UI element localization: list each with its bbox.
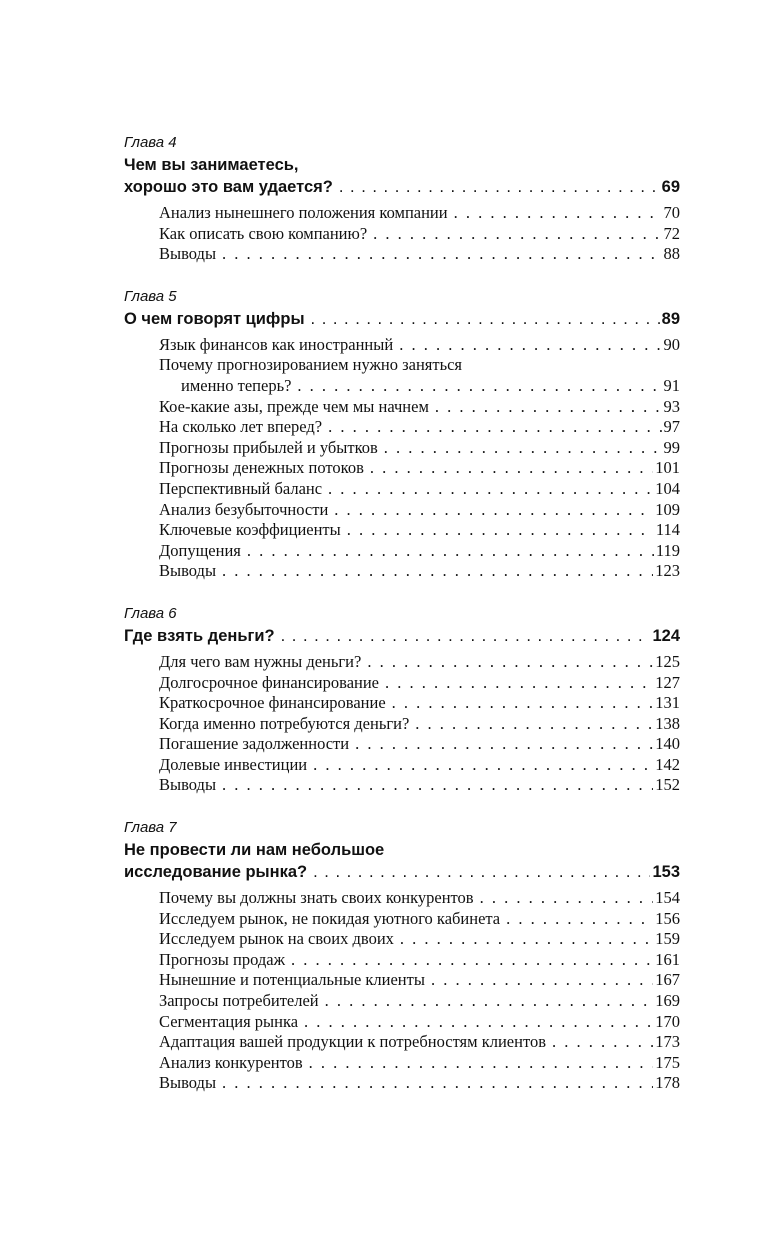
entry-page-number: 72 <box>663 223 680 243</box>
entry-title: Как описать свою компанию? <box>159 223 368 243</box>
toc-entry[interactable] <box>159 500 680 521</box>
chapter-page-number: 89 <box>661 309 680 328</box>
entry-row <box>159 541 680 562</box>
entry-row <box>159 438 680 459</box>
entry-page-number: 101 <box>655 458 680 478</box>
entry-row <box>159 458 680 479</box>
entry-title: Кое-какие азы, прежде чем мы начнем <box>159 396 429 416</box>
entry-title: Анализ конкурентов <box>159 1052 303 1072</box>
toc-entry[interactable] <box>159 970 680 991</box>
chapter-label: Глава 7 <box>124 819 177 837</box>
chapter-title[interactable] <box>124 625 680 647</box>
dot-leader <box>384 438 662 459</box>
toc-entry[interactable] <box>159 355 680 396</box>
entry-list <box>159 652 680 796</box>
entry-row <box>159 244 680 265</box>
entry-title: Адаптация вашей продукции к потребностям клиентов <box>159 1032 546 1052</box>
chapter-title-text: Где взять деньги? <box>124 626 275 645</box>
chapter-section <box>124 132 680 265</box>
entry-row <box>159 335 680 356</box>
toc-entry[interactable] <box>159 950 680 971</box>
entry-title: Краткосрочное финансирование <box>159 693 386 713</box>
toc-entry[interactable] <box>159 479 680 500</box>
entry-title: Анализ нынешнего положения компании <box>159 203 448 222</box>
chapter-title-text: хорошо это вам удается? <box>124 178 333 196</box>
dot-leader <box>328 479 653 500</box>
dot-leader <box>222 775 653 796</box>
entry-row <box>159 929 680 950</box>
entry-title: Прогнозы продаж <box>159 949 285 969</box>
chapter-section <box>124 817 680 1094</box>
chapter-label: Глава 6 <box>124 604 177 622</box>
entry-row <box>159 714 680 735</box>
entry-row <box>159 734 680 755</box>
entry-page-number: 175 <box>655 1052 680 1072</box>
entry-page-number: 159 <box>655 929 680 949</box>
entry-row <box>159 1032 680 1053</box>
chapter-title-text: О чем говорят цифры <box>124 309 305 328</box>
entry-title: именно теперь? <box>181 375 292 395</box>
entry-title: Запросы потребителей <box>159 991 319 1011</box>
entry-page-number: 173 <box>655 1032 680 1052</box>
toc-entry[interactable] <box>159 438 680 459</box>
entry-row <box>159 693 680 714</box>
chapter-label: Глава 4 <box>124 134 177 151</box>
dot-leader <box>480 888 654 909</box>
entry-page-number: 88 <box>663 244 680 264</box>
chapter-title-row <box>124 861 680 883</box>
entry-row <box>159 417 680 438</box>
dot-leader <box>373 224 661 245</box>
entry-row <box>159 950 680 971</box>
dot-leader <box>297 376 661 397</box>
entry-title: Перспективный баланс <box>159 478 323 498</box>
entry-row <box>159 652 680 673</box>
entry-page-number: 125 <box>655 651 680 671</box>
dot-leader <box>313 755 653 776</box>
dot-leader <box>400 929 653 950</box>
entry-row <box>159 1053 680 1074</box>
chapter-title[interactable] <box>124 154 680 198</box>
dot-leader <box>506 909 653 930</box>
toc-entry[interactable] <box>159 458 680 479</box>
entry-title: Для чего вам нужны деньги? <box>159 651 362 671</box>
toc-entry[interactable] <box>159 714 680 735</box>
entry-row <box>159 397 680 418</box>
entry-page-number: 170 <box>655 1011 680 1031</box>
entry-row <box>159 500 680 521</box>
chapter-section <box>124 603 680 796</box>
entry-page-number: 93 <box>663 396 680 416</box>
chapter-title[interactable] <box>124 839 680 883</box>
entry-row <box>159 970 680 991</box>
entry-list <box>159 203 680 265</box>
entry-title: Допущения <box>159 540 241 560</box>
chapter-title[interactable] <box>124 308 680 330</box>
entry-page-number: 114 <box>655 520 680 540</box>
entry-row <box>159 888 680 909</box>
entry-row <box>159 376 680 397</box>
entry-page-number: 104 <box>655 478 680 498</box>
chapter-section <box>124 286 680 582</box>
entry-title: Выводы <box>159 244 217 264</box>
entry-title-line: Почему прогнозированием нужно заняться <box>159 355 463 375</box>
entry-page-number: 161 <box>655 949 680 969</box>
entry-row <box>159 520 680 541</box>
entry-row <box>159 991 680 1012</box>
dot-leader <box>222 561 653 582</box>
entry-title: Долгосрочное финансирование <box>159 672 380 692</box>
chapter-label: Глава 5 <box>124 287 177 305</box>
entry-title: Выводы <box>159 1073 217 1093</box>
toc-entry[interactable] <box>159 541 680 562</box>
entry-title: Когда именно потребуются деньги? <box>159 713 410 733</box>
dot-leader <box>334 500 653 521</box>
chapter-title-text: исследование рынка? <box>124 863 308 882</box>
dot-leader <box>247 541 654 562</box>
dot-leader <box>313 861 650 883</box>
entry-page-number: 127 <box>655 672 680 692</box>
dot-leader <box>435 397 662 418</box>
entry-title: Долевые инвестиции <box>159 754 308 774</box>
entry-title: Погашение задолженности <box>159 734 350 754</box>
entry-title: Исследуем рынок на своих двоих <box>159 929 394 949</box>
toc-entry[interactable] <box>159 397 680 418</box>
entry-title: Нынешние и потенциальные клиенты <box>159 970 425 990</box>
entry-title: Выводы <box>159 561 217 581</box>
dot-leader <box>281 625 651 647</box>
chapter-title-line: Не провести ли нам небольшое <box>124 841 385 860</box>
toc-entry[interactable] <box>159 520 680 541</box>
entry-title: Выводы <box>159 775 217 795</box>
entry-page-number: 142 <box>655 754 680 774</box>
chapter-title-row <box>124 625 680 647</box>
dot-leader <box>325 991 654 1012</box>
dot-leader <box>222 1073 653 1094</box>
toc-entry[interactable] <box>159 1073 680 1094</box>
dot-leader <box>431 970 653 991</box>
toc-entry[interactable] <box>159 1053 680 1074</box>
chapter-title-row <box>124 176 680 198</box>
entry-title: Прогнозы денежных потоков <box>159 458 364 478</box>
chapter-title-line: Чем вы занимаетесь, <box>124 156 299 174</box>
dot-leader <box>311 308 660 330</box>
entry-list <box>159 335 680 582</box>
entry-page-number: 167 <box>655 970 680 990</box>
toc-entry[interactable] <box>159 224 680 245</box>
toc-entry[interactable] <box>159 203 680 224</box>
entry-page-number: 97 <box>663 417 680 437</box>
entry-row <box>159 775 680 796</box>
dot-leader <box>339 176 660 198</box>
dot-leader <box>399 335 661 356</box>
dot-leader <box>328 417 661 438</box>
entry-row <box>159 224 680 245</box>
dot-leader <box>304 1012 653 1033</box>
entry-title: Язык финансов как иностранный <box>159 334 394 354</box>
entry-page-number: 169 <box>655 991 680 1011</box>
entry-page-number: 154 <box>655 888 680 908</box>
entry-row <box>159 561 680 582</box>
chapter-page-number: 153 <box>652 863 680 882</box>
entry-list <box>159 888 680 1094</box>
chapter-page-number: 69 <box>661 178 680 196</box>
entry-row <box>159 673 680 694</box>
dot-leader <box>370 458 653 479</box>
entry-row <box>159 755 680 776</box>
toc-entry[interactable] <box>159 1012 680 1033</box>
toc-entry[interactable] <box>159 775 680 796</box>
entry-row <box>159 909 680 930</box>
dot-leader <box>367 652 653 673</box>
toc-entry[interactable] <box>159 561 680 582</box>
entry-title: Прогнозы прибылей и убытков <box>159 437 378 457</box>
entry-page-number: 90 <box>663 334 680 354</box>
toc-entry[interactable] <box>159 417 680 438</box>
entry-row <box>159 479 680 500</box>
dot-leader <box>385 673 653 694</box>
toc-entry[interactable] <box>159 335 680 356</box>
entry-title: Исследуем рынок, не покидая уютного кабинета <box>159 908 501 928</box>
entry-page-number: 152 <box>655 775 680 795</box>
toc-entry[interactable] <box>159 991 680 1012</box>
entry-page-number: 99 <box>663 437 680 457</box>
dot-leader <box>347 520 654 541</box>
entry-title: На сколько лет вперед? <box>159 417 323 437</box>
entry-title: Почему вы должны знать своих конкурентов <box>159 888 474 908</box>
toc-entry[interactable] <box>159 693 680 714</box>
entry-title: Сегментация рынка <box>159 1011 299 1031</box>
entry-page-number: 70 <box>663 203 680 222</box>
entry-page-number: 156 <box>655 908 680 928</box>
chapter-title-row <box>124 308 680 330</box>
entry-page-number: 131 <box>655 693 680 713</box>
dot-leader <box>309 1053 654 1074</box>
dot-leader <box>222 244 661 265</box>
dot-leader <box>355 734 653 755</box>
toc-entry[interactable] <box>159 673 680 694</box>
entry-title: Анализ безубыточности <box>159 499 329 519</box>
entry-page-number: 123 <box>655 561 680 581</box>
entry-page-number: 91 <box>663 375 680 395</box>
entry-page-number: 109 <box>655 499 680 519</box>
dot-leader <box>415 714 653 735</box>
entry-page-number: 178 <box>655 1073 680 1093</box>
dot-leader <box>454 203 662 224</box>
toc-entry[interactable] <box>159 929 680 950</box>
table-of-contents <box>124 132 680 1115</box>
entry-page-number: 119 <box>655 540 680 560</box>
toc-entry[interactable] <box>159 244 680 265</box>
toc-entry[interactable] <box>159 652 680 673</box>
entry-title: Ключевые коэффициенты <box>159 520 341 540</box>
dot-leader <box>291 950 653 971</box>
entry-row <box>159 1073 680 1094</box>
dot-leader <box>392 693 654 714</box>
entry-row <box>159 203 680 224</box>
toc-entry[interactable] <box>159 909 680 930</box>
toc-entry[interactable] <box>159 734 680 755</box>
entry-page-number: 140 <box>655 734 680 754</box>
toc-entry[interactable] <box>159 888 680 909</box>
entry-page-number: 138 <box>655 713 680 733</box>
toc-entry[interactable] <box>159 1032 680 1053</box>
entry-row <box>159 1012 680 1033</box>
chapter-page-number: 124 <box>652 626 680 645</box>
toc-entry[interactable] <box>159 755 680 776</box>
dot-leader <box>552 1032 653 1053</box>
